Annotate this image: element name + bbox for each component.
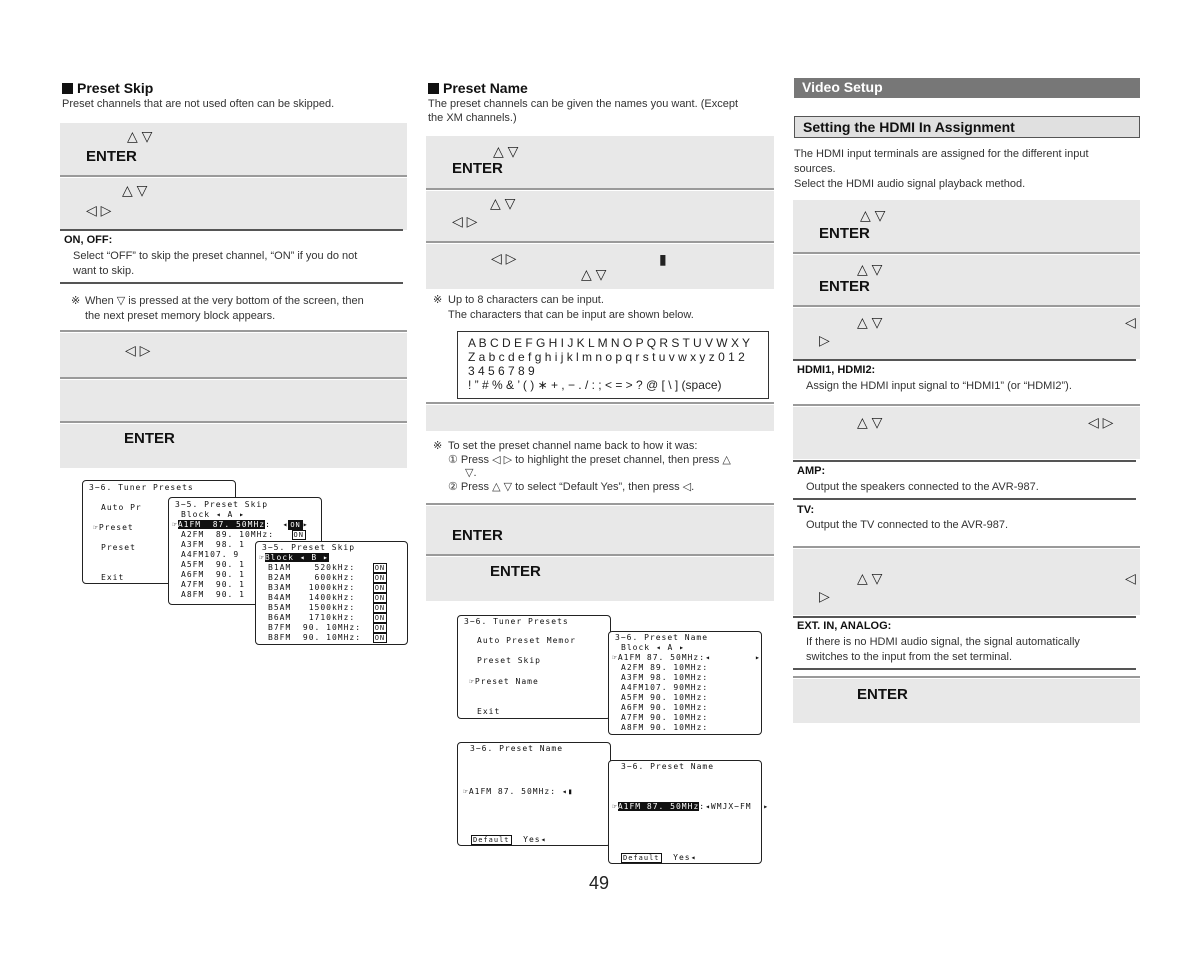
divider [60,175,407,177]
osd-item: ☞Preset Name [469,677,539,686]
osd-preset-skip-b [255,541,408,645]
note-mark: ※ [433,440,443,452]
divider [793,668,1136,670]
osd-ch: B8FM 90. 10MHz: [268,633,362,642]
osd-row [268,563,387,572]
amp-label-text: AMP: [797,465,826,477]
cursor-icon: ▮ [659,251,667,267]
osd-row: A6FM 90. 10MHz: [621,703,709,712]
left-arrow-icon: ◁ [1125,314,1136,330]
osd-val: ON [374,624,386,632]
osd-row: A2FM 89. 10MHz: [621,663,709,672]
osd-title: 3−5. Preset Skip [262,543,356,552]
osd-row: A5FM 90. 10MHz: [621,693,709,702]
default-tag: Default [623,854,660,862]
tv-text: Output the TV connected to the AVR-987. [806,519,1009,531]
right-arrow-icon: ▷ [819,588,830,604]
step-box-6 [793,679,1140,723]
osd-preset-name-list [608,631,762,735]
osd-ch: B2AM 600kHz: [268,573,356,582]
ext-label [797,619,891,634]
enter-label: ENTER [819,278,870,295]
osd-ch: B5AM 1500kHz: [268,603,356,612]
ext-label-text: EXT. IN, ANALOG: [797,620,892,632]
osd-row: A6FM 90. 1 [181,570,245,579]
note-mark: ※ [71,295,81,307]
osd-row: A8FM 90. 1 [181,590,245,599]
ext-text-2: switches to the input from the set terminal. [806,651,1013,663]
preset-skip-heading [62,80,153,96]
osd-name: :◂WMJX−FM [699,802,752,811]
up-down-arrows-icon: △ ▽ [857,414,883,430]
osd-ch: A2FM 89. 10MHz [181,530,269,539]
left-right-arrows-icon: ◁ ▷ [125,342,151,358]
osd-item: Preset Skip [477,656,541,665]
osd-tuner-presets [457,615,611,719]
divider [793,305,1140,307]
osd-ch: B4AM 1400kHz: [268,593,356,602]
osd-item: ☞Preset [93,523,134,532]
step-box-5 [793,549,1140,615]
osd-ch: A1FM 87. 50MHz [617,802,700,811]
tv-label [797,503,814,518]
enter-label: ENTER [490,563,541,580]
divider [793,460,1136,462]
osd-ch: B6AM 1710kHz: [268,613,356,622]
osd-name-line: ☞A1FM 87. 50MHz:◂WMJX−FM ▸ [612,802,770,811]
step-box-4 [426,405,774,431]
osd-title: 3−6. Tuner Presets [464,617,569,626]
divider [426,402,774,404]
osd-row: A7FM 90. 10MHz: [621,713,709,722]
osd-val: ON [374,584,386,592]
hdmi-label [797,363,875,378]
divider [60,377,407,379]
osd-row [268,583,387,592]
onoff-text-2: want to skip. [73,265,135,277]
video-setup-bar: Video Setup [794,78,1140,98]
yes-label: Yes◂ [523,835,547,844]
enter-label: ENTER [452,160,503,177]
yes-label: Yes◂ [673,853,697,862]
osd-block: Block ◂ A ▸ [621,643,685,652]
hdmi-assignment-heading: Setting the HDMI In Assignment [794,116,1140,138]
note-text-1a: Up to 8 characters can be input. [448,294,604,306]
divider [426,241,774,243]
pointer-icon: ☞ [172,520,178,529]
osd-row: ☞A1FM 87. 50MHz: ◂ ON ▸ [172,520,309,529]
heading-square-icon [62,83,73,94]
step-box-5 [60,424,407,468]
osd-item: Exit [101,573,125,582]
osd-block-text: Block ◂ B ▸ [264,553,329,562]
osd-row: A8FM 90. 10MHz: [621,723,709,732]
step-box-4 [60,380,407,421]
left-arrow-icon: ◁ [1125,570,1136,586]
divider [793,546,1140,548]
osd-item: Exit [477,707,501,716]
hdmi-desc-3: Select the HDMI audio signal playback method. [794,178,1026,190]
note-text-2a: ① Press ◁ ▷ to highlight the preset channel, then press △ [448,454,731,466]
up-down-arrows-icon: △ ▽ [857,570,883,586]
osd-ch: B7FM 90. 10MHz: [268,623,362,632]
osd-val: ON [290,521,301,529]
osd-ch: A1FM 87. 50MHz [177,520,266,529]
hdmi-text: Assign the HDMI input signal to “HDMI1” (or “HDMI2”). [806,380,1072,392]
note-text-2: To set the preset channel name back to how it was: [448,440,698,452]
left-right-arrows-icon: ◁ ▷ [1088,414,1114,430]
osd-val: ON [374,594,386,602]
preset-name-heading [428,80,528,96]
up-down-arrows-icon: △ ▽ [493,143,519,159]
onoff-label [64,233,112,248]
onoff-label-text: ON, OFF: [64,234,113,246]
up-down-arrows-icon: △ ▽ [581,266,607,282]
left-right-arrows-icon: ◁ ▷ [452,213,478,229]
divider [60,330,407,332]
osd-val: ON [374,604,386,612]
up-down-arrows-icon: △ ▽ [127,128,153,144]
osd-val: ON [374,634,386,642]
osd-row [268,603,387,612]
step-box-3 [793,308,1140,359]
tv-label-text: TV: [797,504,815,516]
up-down-arrows-icon: △ ▽ [122,182,148,198]
osd-item: Auto Pr [101,503,142,512]
ext-text-1: If there is no HDMI audio signal, the signal automatically [806,636,1080,648]
chars-line-1: A B C D E F G H I J K L M N O P Q R S T U V W X Y [468,336,751,350]
osd-title: 3−6. Preset Name [615,633,709,642]
osd-default-line [471,835,546,844]
osd-title: 3−6. Preset Name [621,762,715,771]
heading-square-icon [428,83,439,94]
osd-title: 3−5. Preset Skip [175,500,269,509]
step-box-2 [426,191,774,241]
note-text-1b: The characters that can be input are shown below. [448,309,694,321]
onoff-text-1: Select “OFF” to skip the preset channel, “ON” if you do not [73,250,358,262]
divider [60,421,407,423]
preset-skip-title: Preset Skip [77,80,154,96]
chars-line-3: 3 4 5 6 7 8 9 [468,364,535,378]
note-text-1: When ▽ is pressed at the very bottom of the screen, then [85,295,364,307]
enter-label: ENTER [124,430,175,447]
right-arrow-icon: ▸ [755,653,761,662]
osd-title: 3−6. Tuner Presets [89,483,194,492]
osd-item: Auto Preset Memor [477,636,576,645]
osd-row: A7FM 90. 1 [181,580,245,589]
osd-row: A3FM 98. 1 [181,540,245,549]
up-down-arrows-icon: △ ▽ [860,207,886,223]
divider [793,359,1136,361]
osd-block: Block ◂ A ▸ [181,510,245,519]
up-down-arrows-icon: △ ▽ [857,314,883,330]
chars-line-2: Z a b c d e f g h i j k l m n o p q r s t u v w x y z 0 1 2 [468,350,745,364]
amp-label [797,464,825,479]
osd-val: ON [374,614,386,622]
enter-label: ENTER [819,225,870,242]
preset-skip-desc: Preset channels that are not used often can be skipped. [62,98,335,110]
osd-row [268,613,387,622]
step-box-3 [60,333,407,377]
note-text-2b: ② Press △ ▽ to select “Default Yes”, then press ◁. [448,481,695,493]
enter-label: ENTER [86,148,137,165]
osd-row [268,633,387,642]
divider [60,282,403,284]
osd-val: ON [293,531,304,539]
osd-row [268,573,387,582]
osd-ch: B3AM 1000kHz: [268,583,356,592]
osd-ch: B1AM 520kHz: [268,563,356,572]
step-box-2 [60,178,407,230]
divider [793,616,1136,618]
osd-item: Preset [101,543,136,552]
note-mark: ※ [433,294,443,306]
right-arrow-icon: ▷ [819,332,830,348]
step-box-6 [426,557,774,601]
osd-default-line [621,853,696,862]
left-right-arrows-icon: ◁ ▷ [491,250,517,266]
divider [426,554,774,556]
enter-label: ENTER [452,527,503,544]
osd-title: 3−6. Preset Name [470,744,564,753]
up-down-arrows-icon: △ ▽ [857,261,883,277]
divider [793,252,1140,254]
preset-name-desc-1: The preset channels can be given the names you want. (Except [428,98,739,110]
hdmi-desc-1: The HDMI input terminals are assigned for the different input [794,148,1089,160]
osd-row: A4FM107. 90MHz: [621,683,709,692]
divider [793,498,1136,500]
divider [60,229,403,231]
osd-row: ☞A1FM 87. 50MHz:◂ [612,653,711,662]
enter-label: ENTER [857,686,908,703]
divider [793,404,1140,406]
osd-name-line: ☞A1FM 87. 50MHz: ◂▮ [463,787,574,796]
amp-text: Output the speakers connected to the AVR-987. [806,481,1039,493]
divider [426,188,774,190]
hdmi-label-text: HDMI1, HDMI2: [797,364,876,376]
chars-line-4: ! ” # % & ’ ( ) ∗ + , − . / : ; < = > ? @ [ \ ] (space) [468,378,722,392]
left-right-arrows-icon: ◁ ▷ [86,202,112,218]
osd-row [268,623,387,632]
osd-row: A3FM 98. 10MHz: [621,673,709,682]
osd-row: A2FM 89. 10MHz: ON [181,530,304,539]
osd-preset-name-result [608,760,770,864]
divider [793,676,1140,678]
default-tag: Default [473,836,510,844]
up-down-arrows-icon: △ ▽ [490,195,516,211]
osd-row [268,593,387,602]
preset-name-title: Preset Name [443,80,528,96]
osd-block: ☞Block ◂ B ▸ [259,553,329,562]
note-text-2: the next preset memory block appears. [85,310,276,322]
osd-val: ON [374,564,386,572]
osd-row: A4FM107. 9 [181,550,240,559]
hdmi-desc-2: sources. [794,163,836,175]
character-set-box [457,331,769,399]
page-number: 49 [589,873,610,893]
divider [426,503,774,505]
osd-val: ON [374,574,386,582]
preset-name-desc-2: the XM channels.) [428,112,517,124]
osd-preset-name-edit [457,742,611,846]
osd-row: A5FM 90. 1 [181,560,245,569]
note-text-2a-cont: ▽. [465,467,477,479]
